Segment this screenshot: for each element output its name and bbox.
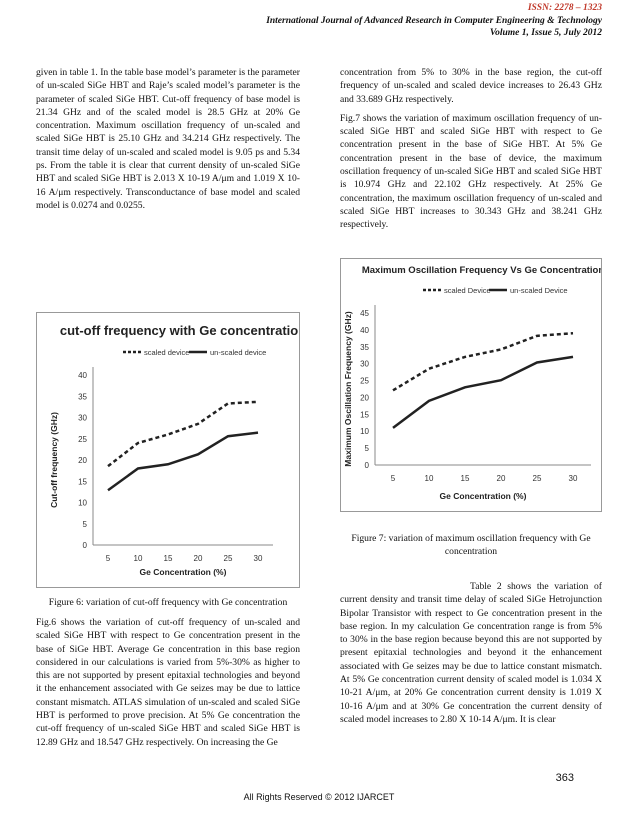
- x-tick-label: 20: [193, 554, 203, 563]
- issn-label: ISSN: 2278 – 1323: [527, 3, 602, 13]
- right-column-bottom: [340, 580, 602, 732]
- paragraph-table1-summary: given in table 1. In the table base model’s parameter is the parameter of un-scaled SiGe HBT and Raje’s scaled model’s parameter is the parameter of scaled SiGe HBT. Cut-off frequency of base model is 21.34 GHz and of the scaled model is 28.5 GHz at 20% Ge concentration. Maximum oscillation frequency of un-scaled and scaled SiGe HBT is 25.10 GHz and 34.214 GHz respectively. The transit time delay of un-scaled and scaled model is 9.05 ps and 5.34 ps. From the table it is clear that current density of un-scaled SiGe HBT and scaled SiGe HBT is 2.013 X 10-19 A/μm and 1.019 X 10-16 A/μm respectively. Transconductance of base model and scaled model is 0.0274 and 0.0255.: [36, 67, 300, 211]
- y-tick-label: 5: [82, 519, 87, 529]
- y-tick-label: 40: [360, 325, 369, 335]
- y-tick-label: 0: [82, 541, 87, 550]
- y-tick-label: 20: [78, 456, 87, 465]
- max-oscillation-frequency-chart: [341, 259, 601, 511]
- y-tick-label: 35: [360, 342, 369, 352]
- y-tick-label: 30: [78, 413, 87, 423]
- y-tick-label: 15: [78, 477, 87, 487]
- chart-title: cut-off frequency with Ge concentration: [59, 323, 299, 338]
- legend-label-1: un-scaled device: [210, 348, 267, 357]
- figure-7-chart: [340, 258, 602, 512]
- cutoff-frequency-chart: [37, 313, 299, 587]
- figure-7-caption: Figure 7: variation of maximum oscillation frequency with Ge concentration: [351, 533, 591, 557]
- figure-6-chart: [36, 312, 300, 588]
- y-tick-label: 0: [364, 461, 369, 470]
- legend-label-0: scaled Device: [444, 286, 491, 295]
- figure-6-caption: Figure 6: variation of cut-off frequency with Ge concentration: [48, 597, 288, 608]
- y-tick-label: 35: [78, 392, 87, 402]
- x-tick-label: 5: [390, 474, 396, 483]
- paragraph-fig6-discussion: Fig.6 shows the variation of cut-off frequency of un-scaled and scaled SiGe HBT with respect to Ge concentration present in the base of SiGe HBT. Average Ge concentration in this base region considered in our calculations is varied from 5%-30% as higher to this are not supported by present epitaxial technologies and beyond it the enhancement associated with Ge seizes may be due to lattice constant mismatch. ATLAS simulation of un-scaled and scaled SiGe HBT is performed to prove precision. At 5% Ge concentration the cut-off frequency of un-scaled SiGe HBT and scaled SiGe HBT is 12.89 GHz and 18.547 GHz respectively. On increasing the Ge: [36, 617, 300, 748]
- page-number: 363: [555, 772, 574, 784]
- x-tick-label: 30: [568, 474, 578, 483]
- x-tick-label: 25: [532, 474, 542, 483]
- x-tick-label: 20: [496, 474, 506, 483]
- y-tick-label: 45: [360, 309, 369, 318]
- x-tick-label: 5: [105, 554, 111, 563]
- y-tick-label: 30: [360, 359, 369, 369]
- x-tick-label: 30: [253, 554, 263, 563]
- paragraph-table2-discussion: Table 2 shows the variation of current density and transit time delay of scaled SiGe Hetrojunction Bipolar Transistor with respect to Ge concentration present in the base region. In my calculation Ge concentration range is from 5% to 30% in the base region because beyond this are not supported by present epitaxial technologies and beyond it the enhancement associated with Ge seizes may be due to lattice constant mismatch. At 5% Ge concentration current density of scaled model is 1.034 X 10-21 A/μm, at 20% Ge concentration current density is 1.019 X 10-16 A/μm and at 30% Ge concentration the current density of scaled model increases to 2.80 X 10-14 A/μm. It is clear: [340, 581, 602, 725]
- y-tick-label: 25: [360, 376, 369, 386]
- x-tick-label: 15: [460, 474, 470, 483]
- x-tick-label: 10: [424, 474, 434, 483]
- y-tick-label: 10: [360, 427, 369, 437]
- series-line-un-scaled-device: [108, 433, 258, 491]
- y-axis-label: Maximum Oscillation Frequency (GHz): [343, 311, 353, 467]
- legend-label-1: un-scaled Device: [510, 286, 568, 295]
- right-column-top: [340, 66, 602, 238]
- series-line-un-scaled-device: [393, 357, 573, 428]
- journal-title: International Journal of Advanced Research in Computer Engineering & Technology: [266, 16, 602, 26]
- x-axis-label: Ge Concentration (%): [439, 491, 527, 501]
- paragraph-cutoff-increase: concentration from 5% to 30% in the base region, the cut-off frequency of un-scaled and scaled device increases to 26.43 GHz and 33.689 GHz respectively.: [340, 67, 602, 105]
- y-tick-label: 25: [78, 434, 87, 444]
- y-tick-label: 20: [360, 393, 369, 403]
- journal-header: [266, 15, 602, 39]
- x-tick-label: 15: [163, 554, 173, 563]
- y-tick-label: 5: [364, 444, 369, 454]
- left-column-bottom: [36, 616, 300, 755]
- y-axis-label: Cut-off frequency (GHz): [49, 412, 59, 508]
- copyright-footer: All Rights Reserved © 2012 IJARCET: [243, 792, 395, 802]
- y-tick-label: 10: [78, 498, 87, 508]
- y-tick-label: 15: [360, 410, 369, 420]
- chart-title: Maximum Oscillation Frequency Vs Ge Concentration: [361, 265, 601, 276]
- journal-volume: Volume 1, Issue 5, July 2012: [489, 28, 602, 38]
- legend-label-0: scaled device: [144, 348, 190, 357]
- x-tick-label: 10: [133, 554, 143, 563]
- x-axis-label: Ge Concentration (%): [139, 567, 227, 577]
- left-column-top: [36, 66, 300, 218]
- y-tick-label: 40: [78, 371, 87, 380]
- series-line-scaled-device: [108, 402, 258, 466]
- paragraph-fig7-discussion: Fig.7 shows the variation of maximum oscillation frequency of un-scaled SiGe HBT and scaled SiGe HBT with respect to Ge concentration present in the base of SiGe HBT. At 5% Ge concentration present in the base of device, the maximum oscillation frequency of un-scaled SiGe HBT and scaled SiGe HBT is 10.974 GHz and 22.102 GHz respectively. At 25% Ge concentration, the maximum oscillation frequency of un-scaled and scaled SiGe HBT increases to 30.343 GHz and 38.241 GHz respectively.: [340, 112, 602, 231]
- x-tick-label: 25: [223, 554, 233, 563]
